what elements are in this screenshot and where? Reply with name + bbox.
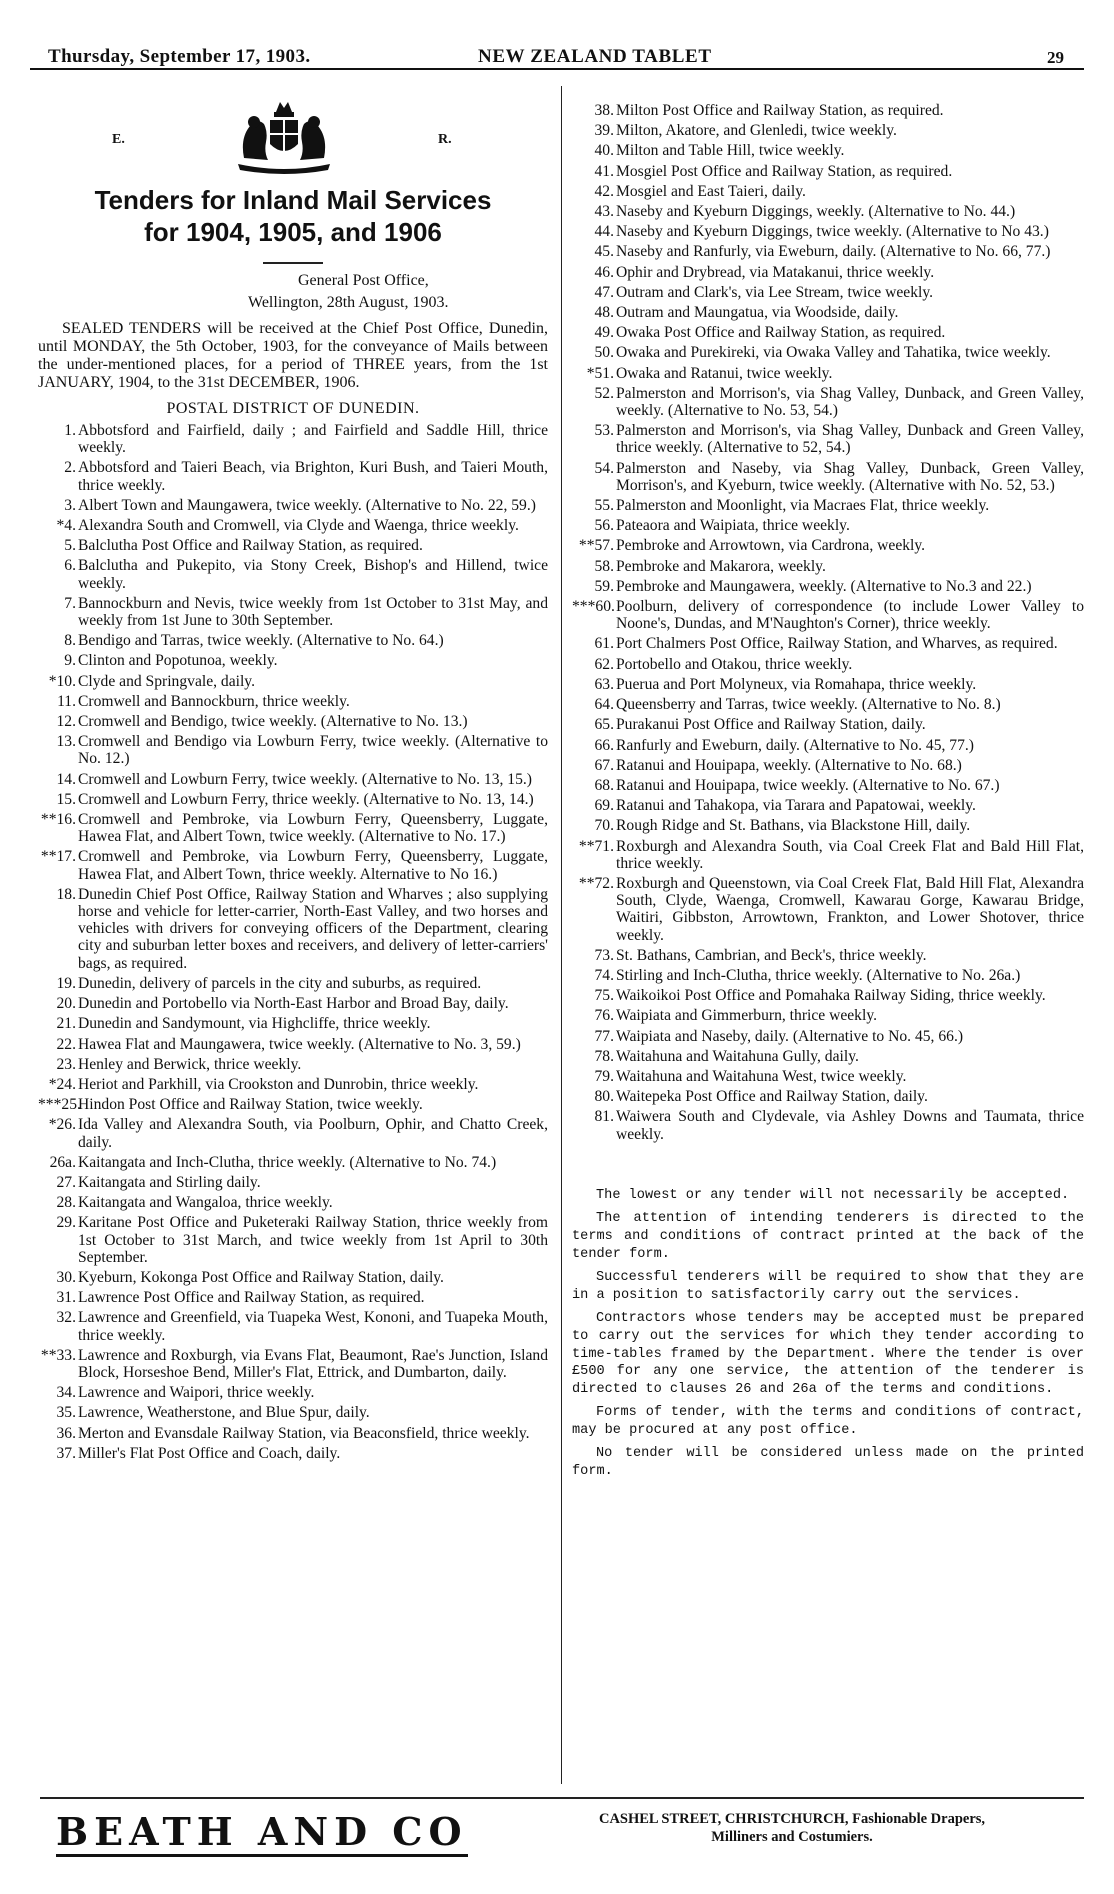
item-text: Hawea Flat and Maungawera, twice weekly. (Alternative to No. 3, 59.) [78,1035,521,1053]
item-text: Puerua and Port Molyneux, via Romahapa, thrice weekly. [616,675,977,693]
item-text: Henley and Berwick, thrice weekly. [78,1055,302,1073]
item-text: Outram and Maungatua, via Woodside, daily. [616,304,899,322]
mail-service-list-left [38,422,548,1462]
item-number: 54. [594,459,614,477]
condition-paragraph: Successful tenderers will be required to show that they are in a position to satisfactorily carry out the services. [572,1270,1084,1303]
mail-service-item [38,848,548,882]
item-number: 35. [56,1404,76,1422]
mail-service-item [38,422,548,456]
item-number: 45. [594,243,614,261]
mail-service-item [572,163,1084,180]
mail-service-item [572,324,1084,341]
item-number: 34. [56,1384,76,1402]
item-text: Clinton and Popotunoa, weekly. [78,652,278,670]
mail-service-list-right [572,102,1084,1143]
office-place-date: Wellington, 28th August, 1903. [248,294,449,311]
item-number: 52. [594,384,614,402]
mail-service-item [38,1036,548,1053]
mail-service-item [38,1289,548,1306]
mail-service-item [38,1194,548,1211]
mail-service-item [38,1425,548,1442]
mail-service-item [572,1068,1084,1085]
mail-service-item [572,797,1084,814]
item-text: Dunedin and Sandymount, via Highcliffe, thrice weekly. [78,1015,431,1033]
item-text: Queensberry and Tarras, twice weekly. (Alternative to No. 8.) [616,696,1001,714]
item-number: 13. [56,733,76,751]
mail-service-item [572,875,1084,944]
item-text: Owaka and Ratanui, twice weekly. [616,364,833,382]
mail-service-item [38,1154,548,1171]
mail-service-item [38,557,548,591]
mail-service-item [38,1015,548,1032]
mail-service-item [572,757,1084,774]
issue-date: Thursday, September 17, 1903. [48,46,311,67]
mail-service-item [572,497,1084,514]
item-number: 73. [594,946,614,964]
mail-service-item [572,344,1084,361]
advert-address [592,1810,992,1846]
item-text: Palmerston and Morrison's, via Shag Valley, Dunback and Green Valley, thrice weekly. (Alternative to 52, 54.) [616,422,1084,457]
item-number: 22. [56,1035,76,1053]
mail-service-item [38,497,548,514]
crest-letter-e: E. [112,132,125,147]
item-number: *10. [48,672,76,690]
item-text: Lawrence and Roxburgh, via Evans Flat, Beaumont, Rae's Junction, Island Block, Horseshoe Bend, Miller's Flat, Ettrick, and Dumbarton, daily. [78,1346,548,1381]
item-text: Kaitangata and Wangaloa, thrice weekly. [78,1194,333,1212]
left-column [38,92,548,1465]
item-number: 61. [594,635,614,653]
item-number: 56. [594,517,614,535]
item-number: 38. [594,102,614,119]
mail-service-item [572,777,1084,794]
item-number: 55. [594,497,614,515]
item-text: Bannockburn and Nevis, twice weekly from 1st October to 31st May, and weekly from 1st June to 30th September. [78,594,548,630]
item-number: 32. [56,1309,76,1327]
item-number: 43. [594,203,614,221]
item-text: Miller's Flat Post Office and Coach, daily. [78,1444,341,1462]
item-text: Clyde and Springvale, daily. [78,672,255,690]
item-number: 80. [594,1088,614,1106]
mail-service-item [38,713,548,730]
item-number: 63. [594,675,614,693]
mail-service-item [572,947,1084,964]
item-number: 70. [594,817,614,835]
item-number: 1. [64,422,76,439]
item-number: *51. [586,364,614,382]
item-number: 46. [594,263,614,281]
mail-service-item [38,1309,548,1343]
mail-service-item [572,365,1084,382]
mail-service-item [572,223,1084,240]
mail-service-item [572,716,1084,733]
mail-service-item [572,967,1084,984]
item-number: 65. [594,716,614,734]
royal-coat-of-arms-icon [224,98,344,176]
item-number: 15. [56,790,76,808]
item-text: Lawrence and Greenfield, via Tuapeka West, Kononi, and Tuapeka Mouth, thrice weekly. [78,1309,548,1344]
mail-service-item [38,1384,548,1401]
item-number: 69. [594,797,614,815]
item-number: 68. [594,776,614,794]
item-text: Waikoikoi Post Office and Pomahaka Railway Siding, thrice weekly. [616,987,1046,1005]
mail-service-item [572,1028,1084,1045]
item-text: Palmerston and Moonlight, via Macraes Flat, thrice weekly. [616,497,990,515]
item-text: Ratanui and Houipapa, twice weekly. (Alternative to No. 67.) [616,776,1000,794]
item-number: 62. [594,655,614,673]
item-number: 30. [56,1268,76,1286]
item-text: Cromwell and Bendigo, twice weekly. (Alternative to No. 13.) [78,713,468,731]
item-text: Portobello and Otakou, thrice weekly. [616,655,853,673]
mail-service-item [38,1096,548,1113]
mail-service-item [572,517,1084,534]
item-text: Port Chalmers Post Office, Railway Station, and Wharves, as required. [616,635,1058,653]
item-text: Cromwell and Bannockburn, thrice weekly. [78,692,350,710]
notice-intro: SEALED TENDERS will be received at the Chief Post Office, Dunedin, until MONDAY, the 5th October, 1903, for the conveyance of Mails between the under-mentioned places, for a period of THREE years, from the 1st JANUARY, 1904, to the 31st DECEMBER, 1906. [38,320,548,391]
item-number: 53. [594,422,614,440]
item-text: Pateaora and Waipiata, thrice weekly. [616,517,850,535]
item-number: **33. [40,1346,76,1364]
item-text: Naseby and Kyeburn Diggings, twice weekly. (Alternative to No 43.) [616,223,1049,241]
item-number: 21. [56,1015,76,1033]
item-text: Mosgiel Post Office and Railway Station, as required. [616,162,953,180]
item-text: Waipiata and Naseby, daily. (Alternative to No. 45, 66.) [616,1027,964,1045]
item-number: 76. [594,1007,614,1025]
item-text: Kaitangata and Inch-Clutha, thrice weekly. (Alternative to No. 74.) [78,1153,497,1171]
royal-crest-row [38,92,548,182]
item-text: Naseby and Ranfurly, via Eweburn, daily. (Alternative to No. 66, 77.) [616,243,1051,261]
mail-service-item [38,459,548,493]
item-number: 26a. [49,1153,76,1171]
item-text: Alexandra South and Cromwell, via Clyde and Waenga, thrice weekly. [78,517,519,535]
mail-service-item [572,558,1084,575]
mail-service-item [38,595,548,629]
item-number: 2. [64,459,76,477]
item-number: **17. [40,848,76,866]
item-number: 31. [56,1289,76,1307]
mail-service-item [572,537,1084,554]
item-number: 36. [56,1424,76,1442]
title-rule [263,262,323,264]
item-number: ***60. [572,598,615,616]
mail-service-item [572,676,1084,693]
column-divider [561,86,562,1784]
item-number: 49. [594,324,614,342]
page-header [30,38,1084,70]
mail-service-item [38,632,548,649]
item-number: 5. [64,537,76,555]
title-line-1: Tenders for Inland Mail Services [94,185,492,215]
item-text: Milton, Akatore, and Glenledi, twice weekly. [616,122,897,140]
mail-service-item [38,1347,548,1381]
item-text: St. Bathans, Cambrian, and Beck's, thrice weekly. [616,946,927,964]
mail-service-item [572,385,1084,419]
item-number: 7. [64,594,76,612]
item-number: *24. [48,1075,76,1093]
item-number: 20. [56,995,76,1013]
item-text: Naseby and Kyeburn Diggings, weekly. (Alternative to No. 44.) [616,203,1016,221]
item-text: Outram and Clark's, via Lee Stream, twice weekly. [616,283,934,301]
item-number: 41. [594,162,614,180]
mail-service-item [38,771,548,788]
advert-address-line-2: Milliners and Costumiers. [711,1829,873,1845]
district-heading: POSTAL DISTRICT OF DUNEDIN. [166,400,420,417]
item-text: Waitahuna and Waitahuna West, twice weekly. [616,1067,907,1085]
mail-service-item [38,995,548,1012]
item-text: Cromwell and Pembroke, via Lowburn Ferry, Queensberry, Luggate, Hawea Flat, and Albert Town, twice weekly. (Alternative to No. 17.) [78,811,548,846]
item-number: **71. [578,837,614,855]
mail-service-item [38,1404,548,1421]
tender-conditions [572,1187,1084,1481]
item-number: 8. [64,632,76,650]
crest-letter-r: R. [438,132,452,147]
item-text: Balclutha Post Office and Railway Station, as required. [78,537,423,555]
mail-service-item [572,578,1084,595]
item-number: **16. [40,811,76,829]
item-number: 66. [594,736,614,754]
item-text: Dunedin Chief Post Office, Railway Station and Wharves ; also supplying horse and vehicle for letter-carrier, North-East Valley, and two horses and vehicles with drivers for conveying officers of the Department, clearing city and suburban letter boxes and receivers, and delivery of letter-carriers' bags, as required. [78,885,548,972]
item-number: 28. [56,1194,76,1212]
item-text: Mosgiel and East Taieri, daily. [616,182,806,200]
item-text: Cromwell and Pembroke, via Lowburn Ferry, Queensberry, Luggate, Hawea Flat, and Albert Town, thrice weekly. Alternative to No 16.) [78,848,548,883]
item-text: Waiwera South and Clydevale, via Ashley Downs and Taumata, thrice weekly. [616,1108,1084,1143]
item-text: Roxburgh and Alexandra South, via Coal Creek Flat and Bald Hill Flat, thrice weekly. [616,837,1084,872]
item-number: **72. [578,874,614,892]
item-number: 48. [594,304,614,322]
mail-service-item [572,264,1084,281]
item-text: Pembroke and Arrowtown, via Cardrona, weekly. [616,537,926,555]
mail-service-item [572,183,1084,200]
item-text: Purakanui Post Office and Railway Station, daily. [616,716,926,734]
advert-address-line-1: CASHEL STREET, CHRISTCHURCH, Fashionable Drapers, [598,1811,986,1827]
condition-paragraph: No tender will be considered unless made on the printed form. [572,1446,1084,1480]
condition-paragraph: Contractors whose tenders may be accepted must be prepared to carry out the services for which they tender according to time-tables framed by the Department. Where the tender is over £500 for any one service, the attention of the tenderer is directed to clauses 26 and 26a of the terms and conditions. [572,1311,1084,1397]
mail-service-item [572,598,1084,632]
mail-service-item [38,652,548,669]
office-heading [248,270,548,314]
item-text: Milton and Table Hill, twice weekly. [616,142,845,160]
mail-service-item [572,817,1084,834]
mail-service-item [572,1048,1084,1065]
item-number: 81. [594,1108,614,1126]
mail-service-item [572,142,1084,159]
item-number: 3. [64,496,76,514]
item-text: Palmerston and Naseby, via Shag Valley, Dunback, Green Valley, Morrison's, and Kyeburn, twice weekly. (Alternative with No. 52, 53.) [616,459,1084,494]
item-text: Kaitangata and Stirling daily. [78,1173,261,1191]
mail-service-item [572,838,1084,872]
mail-service-item [38,1076,548,1093]
item-number: 14. [56,770,76,788]
item-text: Owaka and Purekireki, via Owaka Valley and Tahatika, twice weekly. [616,344,1051,362]
item-number: ***25. [38,1096,81,1114]
item-text: Dunedin, delivery of parcels in the city and suburbs, as required. [78,974,482,992]
item-number: 47. [594,283,614,301]
item-number: **57. [578,537,614,555]
item-number: 59. [594,577,614,595]
mail-service-item [572,656,1084,673]
notice-title [38,184,548,248]
item-text: Cromwell and Lowburn Ferry, thrice weekly. (Alternative to No. 13, 14.) [78,790,534,808]
mail-service-item [572,102,1084,119]
mail-service-item [572,284,1084,301]
item-text: Ida Valley and Alexandra South, via Poolburn, Ophir, and Chatto Creek, daily. [78,1116,548,1151]
mail-service-item [572,304,1084,321]
mail-service-item [38,811,548,845]
item-text: Milton Post Office and Railway Station, as required. [616,102,944,119]
mail-service-item [572,987,1084,1004]
item-text: Lawrence and Waipori, thrice weekly. [78,1384,315,1402]
item-number: 64. [594,696,614,714]
item-text: Abbotsford and Taieri Beach, via Brighton, Kuri Bush, and Taieri Mouth, thrice weekly. [78,459,548,494]
item-number: 58. [594,557,614,575]
item-number: 6. [64,557,76,575]
item-text: Stirling and Inch-Clutha, thrice weekly. (Alternative to No. 26a.) [616,966,1021,984]
condition-paragraph: Forms of tender, with the terms and conditions of contract, may be procured at any post office. [572,1405,1084,1438]
mail-service-item [38,975,548,992]
item-number: 75. [594,987,614,1005]
item-text: Hindon Post Office and Railway Station, twice weekly. [78,1096,423,1114]
item-number: 44. [594,223,614,241]
item-text: Ophir and Drybread, via Matakanui, thrice weekly. [616,263,935,281]
item-number: 27. [56,1173,76,1191]
item-number: 39. [594,122,614,140]
mail-service-item [38,537,548,554]
item-text: Merton and Evansdale Railway Station, via Beaconsfield, thrice weekly. [78,1424,530,1442]
mail-service-item [38,1056,548,1073]
item-text: Pembroke and Maungawera, weekly. (Alternative to No.3 and 22.) [616,577,1032,595]
mail-service-item [38,1445,548,1462]
mail-service-item [38,693,548,710]
item-text: Bendigo and Tarras, twice weekly. (Alternative to No. 64.) [78,632,444,650]
mail-service-item [572,737,1084,754]
mail-service-item [38,1174,548,1191]
item-text: Balclutha and Pukepito, via Stony Creek, Bishop's and Hillend, twice weekly. [78,557,548,592]
item-text: Karitane Post Office and Puketeraki Railway Station, thrice weekly from 1st October to 31st March, and twice weekly from 1st April to 30th September. [78,1214,548,1266]
mail-service-item [38,886,548,972]
item-number: 9. [64,652,76,670]
item-number: 78. [594,1047,614,1065]
advert-name: BEATH AND CO [56,1810,468,1857]
item-number: *4. [56,517,76,535]
right-column [572,102,1084,1487]
item-number: 19. [56,974,76,992]
mail-service-item [38,1214,548,1266]
mail-service-item [38,517,548,534]
item-number: 67. [594,756,614,774]
mail-service-item [38,733,548,767]
item-text: Waipiata and Gimmerburn, thrice weekly. [616,1007,877,1025]
item-number: 40. [594,142,614,160]
mail-service-item [572,243,1084,260]
publication-title: NEW ZEALAND TABLET [478,46,712,67]
item-text: Owaka Post Office and Railway Station, as required. [616,324,946,342]
mail-service-item [572,422,1084,456]
mail-service-item [572,1007,1084,1024]
mail-service-item [572,1088,1084,1105]
item-number: 79. [594,1067,614,1085]
item-text: Lawrence, Weatherstone, and Blue Spur, daily. [78,1404,370,1422]
item-number: 42. [594,182,614,200]
mail-service-item [38,1269,548,1286]
office-name: General Post Office, [298,272,429,289]
mail-service-item [38,673,548,690]
item-number: 37. [56,1444,76,1462]
item-text: Ranfurly and Eweburn, daily. (Alternative to No. 45, 77.) [616,736,974,754]
mail-service-item [572,1108,1084,1142]
footer-rule [40,1797,1084,1799]
item-number: 77. [594,1027,614,1045]
item-number: 11. [57,692,76,710]
item-number: 12. [56,713,76,731]
item-text: Waitepeka Post Office and Railway Station, daily. [616,1088,928,1106]
item-text: Poolburn, delivery of correspondence (to include Lower Valley to Noone's, Dundas, and M'Naughton's Corner), thrice weekly. [616,598,1084,633]
mail-service-item [572,460,1084,494]
item-text: Kyeburn, Kokonga Post Office and Railway Station, daily. [78,1268,444,1286]
item-text: Palmerston and Morrison's, via Shag Valley, Dunback, and Green Valley, weekly. (Alternative to No. 53, 54.) [616,384,1084,420]
item-text: Lawrence Post Office and Railway Station, as required. [78,1289,425,1307]
item-number: 23. [56,1055,76,1073]
item-text: Albert Town and Maungawera, twice weekly. (Alternative to No. 22, 59.) [78,496,536,514]
item-number: 18. [56,885,76,903]
title-line-2: for 1904, 1905, and 1906 [144,217,442,247]
condition-paragraph: The attention of intending tenderers is directed to the terms and conditions of contract printed at the back of the tender form. [572,1211,1084,1262]
mail-service-item [572,122,1084,139]
item-number: 74. [594,966,614,984]
item-text: Cromwell and Lowburn Ferry, twice weekly. (Alternative to No. 13, 15.) [78,770,532,788]
mail-service-item [572,696,1084,713]
item-text: Ratanui and Tahakopa, via Tarara and Papatowai, weekly. [616,797,976,815]
item-text: Rough Ridge and St. Bathans, via Blackstone Hill, daily. [616,817,971,835]
mail-service-item [572,635,1084,652]
page-number: 29 [1047,48,1064,67]
item-number: 50. [594,344,614,362]
condition-paragraph: The lowest or any tender will not necessarily be accepted. [596,1187,1070,1203]
item-text: Ratanui and Houipapa, weekly. (Alternative to No. 68.) [616,756,962,774]
item-text: Abbotsford and Fairfield, daily ; and Fairfield and Saddle Hill, thrice weekly. [78,422,548,457]
item-text: Waitahuna and Waitahuna Gully, daily. [616,1047,859,1065]
item-text: Roxburgh and Queenstown, via Coal Creek Flat, Bald Hill Flat, Alexandra South, Clyde, Waenga, Cromwell, Kawarau Gorge, Kawarau Bridge, Waitiri, Gibbston, Arrowtown, Frankton, and Lower Shotover, thrice weekly. [616,874,1084,944]
item-number: *26. [48,1116,76,1134]
item-text: Cromwell and Bendigo via Lowburn Ferry, twice weekly. (Alternative to No. 12.) [78,733,548,768]
item-text: Heriot and Parkhill, via Crookston and Dunrobin, thrice weekly. [78,1075,479,1093]
mail-service-item [38,791,548,808]
item-text: Pembroke and Makarora, weekly. [616,557,826,575]
mail-service-item [572,203,1084,220]
mail-service-item [38,1116,548,1150]
item-number: 29. [56,1214,76,1232]
item-text: Dunedin and Portobello via North-East Harbor and Broad Bay, daily. [78,995,509,1013]
